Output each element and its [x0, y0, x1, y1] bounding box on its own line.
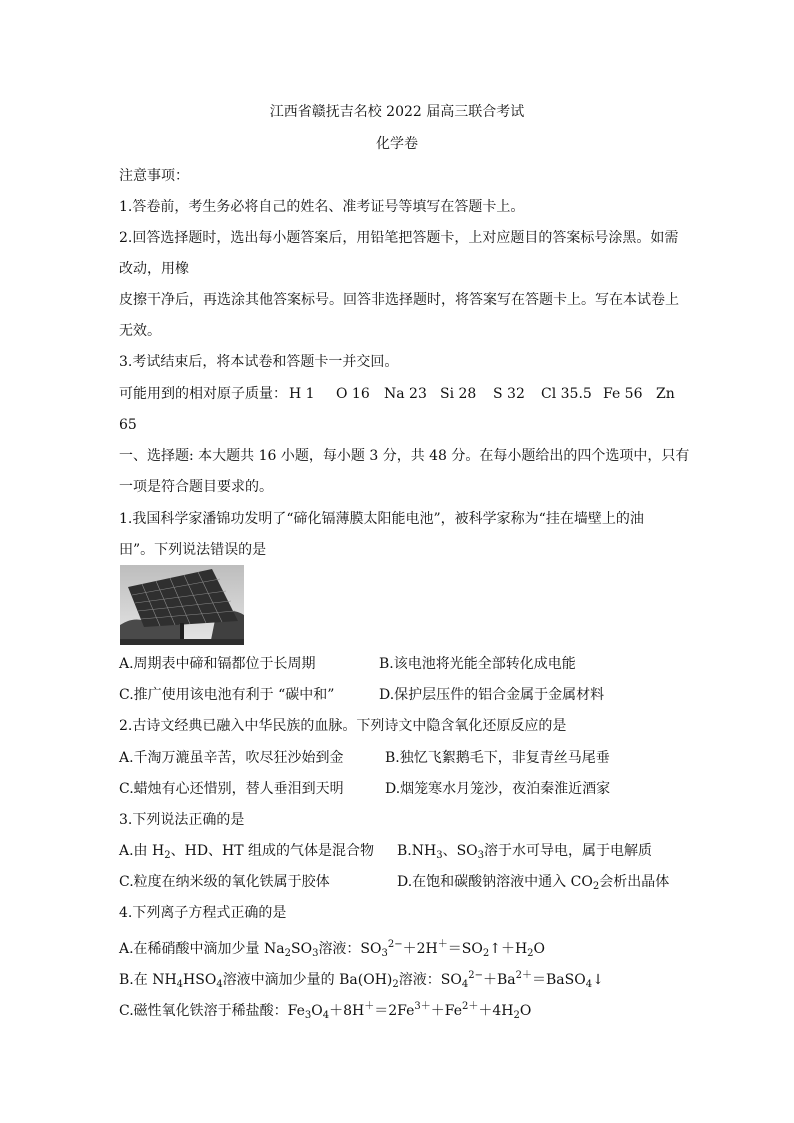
- notice-item: 2.回答选择题时，选出每小题答案后，用铅笔把答题卡，上对应题目的答案标号涂黑。如需: [119, 230, 679, 246]
- q4-stem: 4.下列离子方程式正确的是: [119, 905, 287, 921]
- atomic-mass-entry: H 1: [289, 386, 315, 402]
- atomic-mass-entry: Cl 35.5: [541, 386, 592, 402]
- q2-option-a: A.千淘万漉虽辛苦，吹尽狂沙始到金: [119, 750, 344, 766]
- atomic-mass-wrap: 65: [119, 417, 137, 433]
- atomic-mass-entry: Zn: [656, 386, 675, 402]
- page-title: 江西省赣抚吉名校 2022 届高三联合考试: [269, 104, 525, 120]
- q1-stem: 1.我国科学家潘锦功发明了“碲化镉薄膜太阳能电池”，被科学家称为“挂在墙壁上的油: [119, 511, 644, 527]
- q4-option-c: C.磁性氧化铁溶于稀盐酸：$Fe_3O_4+8H^+=2Fe^{3+}+Fe^{2+}+4H_2O$: [119, 1001, 532, 1021]
- atomic-mass-entry: Fe 56: [603, 386, 643, 402]
- atomic-mass-entry: Na 23: [384, 386, 427, 402]
- section-heading: 一、选择题: 本大题共 16 小题，每小题 3 分，共 48 分。在每小题给出的四个选项中，只有: [119, 448, 690, 464]
- q3-option-c: C.粒度在纳米级的氧化铁属于胶体: [119, 874, 330, 890]
- q3-stem: 3.下列说法正确的是: [119, 812, 245, 828]
- q1-option-a: A.周期表中碲和镉都位于长周期: [119, 656, 316, 672]
- notice-item: 皮擦干净后，再选涂其他答案标号。回答非选择题时，将答案写在答题卡上。写在本试卷上: [119, 292, 679, 308]
- atomic-mass-entry: S 32: [493, 386, 525, 402]
- atomic-mass-entry: Si 28: [440, 386, 477, 402]
- q4-option-b: B.在 $NH_4HSO_4$溶液中滴加少量的 $Ba(OH)_2$溶液：$SO_4^{2-}+Ba^{2+}=BaSO_4↓$: [119, 970, 604, 990]
- q2-option-b: B.独忆飞絮鹅毛下，非复青丝马尾垂: [385, 750, 610, 766]
- section-heading-cont: 一项是符合题目要求的。: [119, 479, 273, 495]
- q3-option-d: D.在饱和碳酸钠溶液中通入 $CO_2$会析出晶体: [397, 874, 670, 892]
- q1-option-c: C.推广使用该电池有利于 “碳中和”: [119, 687, 335, 703]
- notice-item: 改动，用橡: [119, 261, 189, 277]
- notice-item: 无效。: [119, 323, 161, 339]
- atomic-mass-label: 可能用到的相对原子质量：: [119, 386, 287, 402]
- atomic-mass-entry: O 16: [336, 386, 370, 402]
- notice-heading: 注意事项：: [119, 168, 189, 184]
- notice-item: 3.考试结束后，将本试卷和答题卡一并交回。: [119, 354, 399, 370]
- q1-option-d: D.保护层压件的铝合金属于金属材料: [379, 687, 605, 703]
- q2-option-c: C.蜡烛有心还惜别，替人垂泪到天明: [119, 781, 344, 797]
- notice-item: 1.答卷前，考生务必将自己的姓名、准考证号等填写在答题卡上。: [119, 199, 525, 215]
- q2-option-d: D.烟笼寒水月笼沙，夜泊秦淮近酒家: [385, 781, 611, 797]
- q3-option-b: $B.NH_3$、$SO_3$溶于水可导电，属于电解质: [397, 843, 653, 861]
- solar-panel-photo: [120, 565, 244, 645]
- q4-option-a: A.在稀硝酸中滴加少量 $Na_2SO_3$溶液：$SO_3^{2-}+2H^+=SO_2↑+H_2O$: [119, 939, 546, 959]
- subject-title: 化学卷: [376, 136, 418, 152]
- q2-stem: 2.古诗文经典已融入中华民族的血脉。下列诗文中隐含氧化还原反应的是: [119, 718, 567, 734]
- q1-stem-cont: 田”。下列说法错误的是: [119, 542, 267, 558]
- q1-option-b: B.该电池将光能全部转化成电能: [379, 656, 576, 672]
- q3-option-a: A.由 $H_2$、HD、HT 组成的气体是混合物: [119, 843, 375, 861]
